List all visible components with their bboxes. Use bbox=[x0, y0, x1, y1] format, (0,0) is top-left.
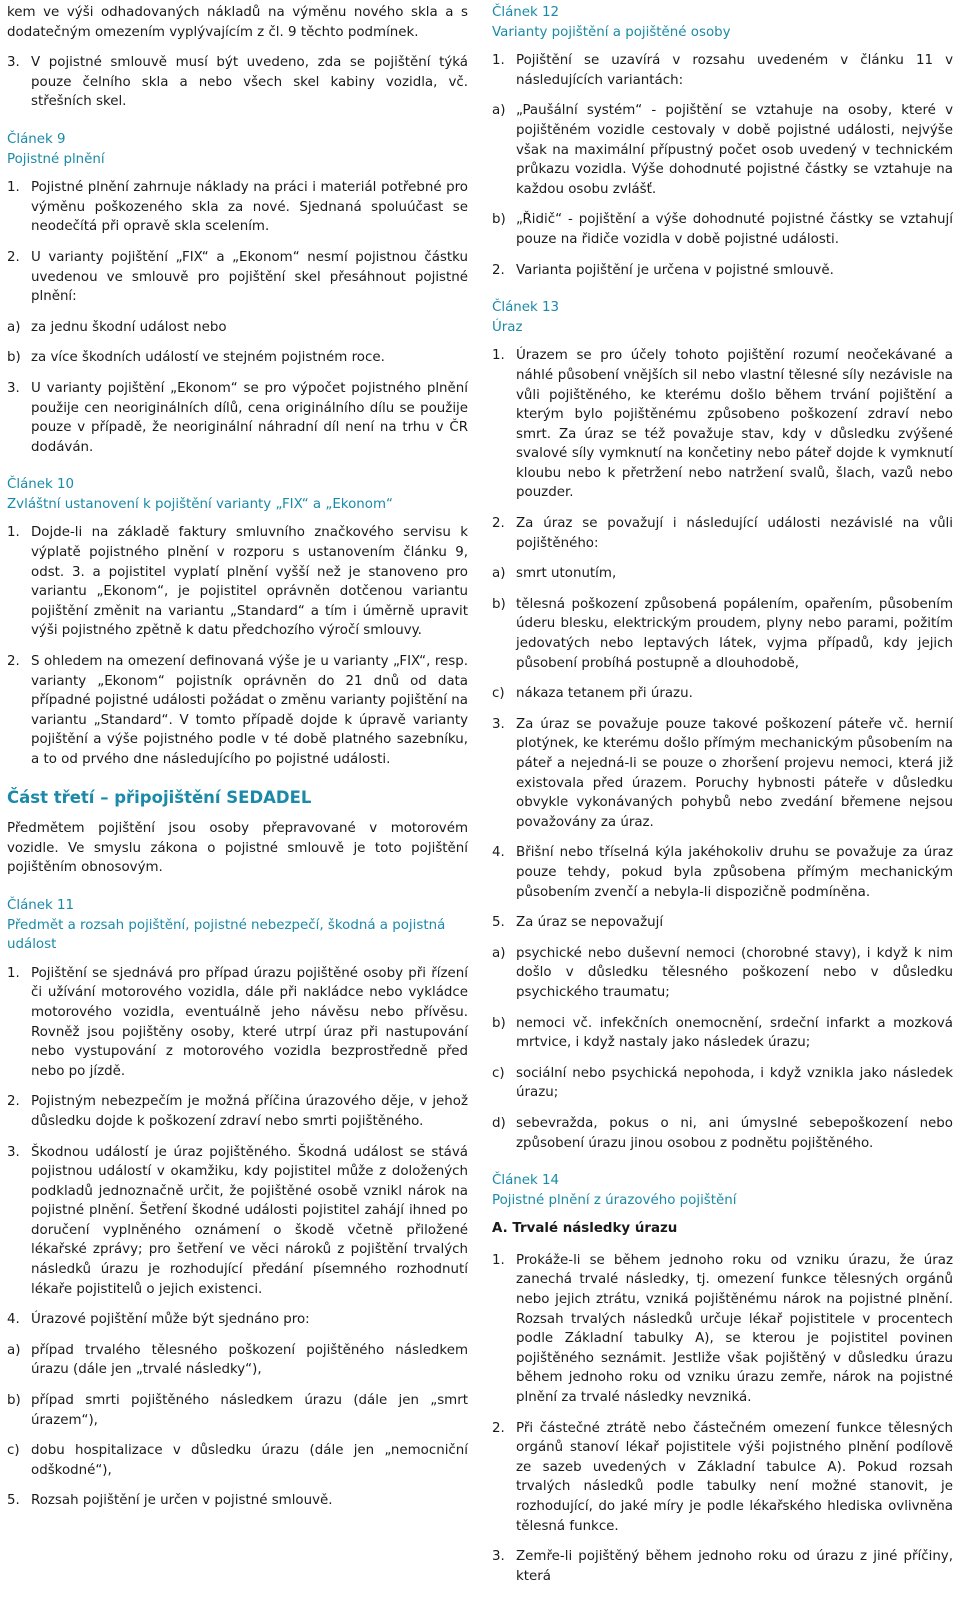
item-text: Úrazem se pro účely tohoto pojištění rozumí neočekávané a náhlé působení vnějších sil nebo vlastní tělesné síly nezávisle na vůli pojištěného, ke kterému došlo během trvání pojištění a kterým bylo pojištěnému způsobeno poškození zdraví nebo smrt. Za úraz se též považuje stav, kdy v důsledku zvýšené svalové síly vymknutí na končetiny nebo páteř dojde k vymknutí kloubu nebo k přetržení nebo natržení svalů, šlach, vazů nebo pouzder. bbox=[516, 348, 953, 501]
item-text: případ trvalého tělesného poškození pojištěného následkem úrazu (dále jen „trvalé následky“), bbox=[31, 1342, 468, 1378]
item-text: Za úraz se považují i následující události nezávislé na vůli pojištěného: bbox=[516, 516, 953, 551]
item-text: sociální nebo psychická nepohoda, i když vznikla jako následek úrazu; bbox=[516, 1065, 953, 1101]
item-text: Při částečné ztrátě nebo částečném omezení funkce tělesných orgánů stanoví lékař pojistitele výši pojistného plnění podílově ze sazeb uvedených v Základní tabulce A). Pokud rozsah trvalých následků podle tabulky není možné stanovit, je rozhodující, do jaké míry je podle lékařského hlediska ovlivněna tělesná funkce. bbox=[516, 1420, 953, 1534]
section-number: Článek 12 bbox=[492, 5, 560, 20]
list-item bbox=[7, 1092, 468, 1131]
item-text: dobu hospitalizace v důsledku úrazu (dále jen „nemocniční odškodné“), bbox=[31, 1443, 468, 1478]
list-item bbox=[7, 348, 468, 368]
item-marker: 1. bbox=[7, 965, 20, 981]
item-text: smrt utonutím, bbox=[516, 566, 617, 582]
list-item bbox=[492, 715, 953, 833]
list-item bbox=[492, 1419, 953, 1537]
section-heading-clanek-12 bbox=[492, 3, 953, 42]
item-text: Břišní nebo tříselná kýla jakéhokoliv druhu se považuje za úraz pouze tehdy, pokud byla způsobena přímým mechanickým působením zvenčí a nebyla-li dispozičně podmíněna. bbox=[516, 845, 953, 900]
list-item bbox=[492, 210, 953, 249]
item-text: za jednu škodní událost nebo bbox=[31, 319, 227, 335]
item-text: Za úraz se považuje pouze takové poškození páteře vč. hernií plotýnek, ke kterému došlo přímým mechanickým působením na páteř a nejedná-li se pouze o zhoršení projevu nemoci, která již existovala před úrazem. Poruchy hybnosti páteře v důsledku obvykle vykonávaných pohybů nebo zvedání břemene nejsou považovány za úraz. bbox=[516, 716, 953, 830]
list-item bbox=[7, 652, 468, 770]
item-marker: 2. bbox=[492, 1420, 505, 1436]
item-text: Pojištění se uzavírá v rozsahu uvedeném v článku 11 v následujících variantách: bbox=[516, 53, 953, 88]
item-marker: a) bbox=[492, 566, 506, 582]
list-item bbox=[7, 1441, 468, 1480]
list-item bbox=[492, 913, 953, 933]
section-heading-clanek-13 bbox=[492, 298, 953, 337]
list-item bbox=[7, 318, 468, 338]
item-text: U varianty pojištění „Ekonom“ se pro výpočet pojistného plnění použije cen neoriginálních dílů, cena originálního dílu se použije pouze v případě, že neoriginální náhradní díl není na trhu v ČR dodáván. bbox=[31, 380, 468, 455]
item-text: nákaza tetanem při úrazu. bbox=[516, 686, 693, 702]
item-marker: a) bbox=[492, 103, 506, 119]
item-marker: 2. bbox=[7, 1094, 20, 1110]
item-marker: b) bbox=[492, 1015, 506, 1031]
item-marker: 3. bbox=[7, 55, 20, 71]
item-marker: 3. bbox=[492, 716, 505, 732]
item-marker: 2. bbox=[492, 262, 505, 278]
section-title: Varianty pojištění a pojištěné osoby bbox=[492, 24, 731, 40]
item-text: Prokáže-li se během jednoho roku od vzniku úrazu, že úraz zanechá trvalé následky, tj. omezení funkce tělesných orgánů nebo jejich ztrátu, vzniká pojištěnému nárok na pojistné plnění. Rozsah trvalých následků určuje lékař pojistitele v procentech podle Základní tabulky A), se kterou je pojistitel povinen pojištěného seznámit. Jestliže však pojištěný v důsledku úrazu během jednoho roku od vzniku úrazu zemře, nárok na pojistné plnění za trvalé následky nevzniká. bbox=[516, 1252, 953, 1406]
list-item bbox=[492, 1251, 953, 1408]
list-item bbox=[7, 523, 468, 641]
section-number: Článek 14 bbox=[492, 1173, 560, 1189]
list-item bbox=[7, 1391, 468, 1430]
list-item bbox=[7, 1341, 468, 1380]
item-marker: 1. bbox=[492, 348, 505, 364]
item-text: za více škodních událostí ve stejném pojistném roce. bbox=[31, 350, 385, 366]
item-marker: 3. bbox=[7, 380, 20, 396]
item-text: U varianty pojištění „FIX“ a „Ekonom“ nesmí pojistnou částku uvedenou ve smlouvě pro pojištění skel přesáhnout pojistné plnění: bbox=[31, 249, 468, 305]
item-marker: 5. bbox=[7, 1493, 20, 1509]
item-marker: 1. bbox=[7, 525, 20, 541]
section-title: Předmět a rozsah pojištění, pojistné nebezpečí, škodná a pojistná událost bbox=[7, 917, 446, 953]
item-marker: a) bbox=[7, 319, 21, 335]
item-text: V pojistné smlouvě musí být uvedeno, zda se pojištění týká pouze čelního skla a nebo všech skel kabiny vozidla, vč. střešních skel. bbox=[31, 55, 468, 110]
item-text: sebevražda, pokus o ni, ani úmyslné sebepoškození nebo způsobení úrazu jinou osobou z podnětu pojištěného. bbox=[516, 1115, 953, 1151]
list-item bbox=[492, 1114, 953, 1153]
list-item bbox=[492, 51, 953, 90]
item-text: „Řidič“ - pojištění a výše dohodnuté pojistné částky se vztahují pouze na řidiče vozidla v době pojistné události. bbox=[516, 212, 953, 247]
item-text: Pojistné plnění zahrnuje náklady na práci i materiál potřebné pro výměnu poškozeného skla za nové. Sjednaná spoluúčast se neodečítá při opravě skla scelením. bbox=[31, 180, 468, 235]
item-text: Úrazové pojištění může být sjednáno pro: bbox=[31, 1312, 310, 1328]
item-marker: a) bbox=[7, 1342, 21, 1358]
paragraph: kem ve výši odhadovaných nákladů na výměnu nového skla a s dodatečným omezením vyplývajícím z čl. 9 těchto podmínek. bbox=[7, 5, 468, 40]
item-marker: d) bbox=[492, 1115, 506, 1131]
list-item bbox=[7, 248, 468, 307]
item-text: Pojištění se sjednává pro případ úrazu pojištěné osoby při řízení či užívání motorového vozidla, dále při nakládce nebo vykládce motorového vozidla, eventuálně jeho návěsu nebo přívěsu. Rovněž jsou pojištěny osoby, které utrpí úraz při nastupování nebo vystupování z motorového vozidla bezprostředně před nebo po jízdě. bbox=[31, 965, 468, 1079]
section-number: Článek 10 bbox=[7, 477, 75, 493]
item-marker: 1. bbox=[7, 180, 20, 196]
item-marker: 2. bbox=[7, 249, 20, 265]
section-title: Úraz bbox=[492, 319, 523, 335]
section-heading-clanek-11 bbox=[7, 896, 468, 955]
section-title: Pojistné plnění z úrazového pojištění bbox=[492, 1192, 737, 1208]
item-text: Škodnou událostí je úraz pojištěného. Škodná událost se stává pojistnou událostí v okamžiku, kdy pojistitel může z doložených podkladů jednoznačně určit, že pojištěné osobě vznikl nárok na pojistné plnění. Šetření škodné události pojistitel zahájí ihned po doručení vyplněného oznámení o škodě včetně přiložené lékařské zprávy; pro šetření ve věci nároků z pojištění trvalých následků úrazu je rozhodující předání písemného rozhodnutí lékaře pojistitelů o jejich existenci. bbox=[31, 1144, 468, 1297]
list-item bbox=[492, 514, 953, 553]
list-item bbox=[7, 379, 468, 457]
item-text: „Paušální systém“ - pojištění se vztahuje na osoby, které v pojištěném vozidle cestovaly v době pojistné události, nejvýše však na maximální přípustný počet osob uvedený v technickém průkazu vozidla. Výše dohodnuté pojistné částky se vztahuje na každou osobu zvlášť. bbox=[516, 103, 953, 197]
item-marker: 4. bbox=[492, 845, 505, 861]
item-marker: 4. bbox=[7, 1312, 20, 1328]
section-title: Pojistné plnění bbox=[7, 151, 105, 167]
item-marker: 3. bbox=[7, 1144, 20, 1160]
list-item bbox=[492, 261, 953, 281]
item-text: Za úraz se nepovažují bbox=[516, 915, 664, 931]
list-item bbox=[7, 178, 468, 237]
item-marker: b) bbox=[7, 1393, 21, 1409]
left-column bbox=[7, 3, 468, 1522]
item-marker: 1. bbox=[492, 53, 505, 69]
list-item bbox=[7, 53, 468, 112]
subsection-heading: A. Trvalé následky úrazu bbox=[492, 1221, 678, 1237]
item-text: případ smrti pojištěného následkem úrazu (dále jen „smrt úrazem“), bbox=[31, 1393, 468, 1428]
item-marker: 1. bbox=[492, 1252, 505, 1268]
item-marker: c) bbox=[492, 686, 505, 702]
section-heading-clanek-14 bbox=[492, 1171, 953, 1210]
list-item bbox=[492, 346, 953, 503]
list-item bbox=[7, 1310, 468, 1330]
item-text: Rozsah pojištění je určen v pojistné smlouvě. bbox=[31, 1493, 333, 1509]
item-text: nemoci vč. infekčních onemocnění, srdeční infarkt a mozková mrtvice, i když nastaly jako následek úrazu; bbox=[516, 1015, 953, 1051]
list-item bbox=[492, 944, 953, 1003]
list-item bbox=[492, 843, 953, 902]
item-text: Zemře-li pojištěný během jednoho roku od úrazu z jiné příčiny, která bbox=[516, 1549, 953, 1584]
list-item bbox=[492, 1547, 953, 1586]
item-marker: 2. bbox=[7, 654, 20, 670]
item-marker: 3. bbox=[492, 1549, 505, 1565]
list-item bbox=[492, 564, 953, 584]
item-text: Dojde-li na základě faktury smluvního značkového servisu k výplatě pojistného plnění v rozporu s ustanovením článku 9, odst. 3. a pojistitel vyplatí plnění vyšší než je stanoveno pro variantu „Ekonom“, je pojistitel oprávněn dotčenou variantu pojištění změnit na variantu „Standard“ a tím i úměrně upravit výši pojistného zpětně k datu předchozího výročí smlouvy. bbox=[31, 525, 468, 639]
list-item bbox=[7, 964, 468, 1082]
item-marker: a) bbox=[492, 945, 506, 961]
item-text: Pojistným nebezpečím je možná příčina úrazového děje, v jehož důsledku dojde k poškození zdraví nebo smrti pojištěného. bbox=[31, 1094, 468, 1129]
list-item bbox=[7, 1491, 468, 1511]
item-marker: b) bbox=[7, 350, 21, 366]
list-item bbox=[492, 684, 953, 704]
item-marker: c) bbox=[7, 1443, 20, 1459]
section-heading-clanek-9 bbox=[7, 130, 468, 169]
item-marker: b) bbox=[492, 596, 506, 612]
right-column bbox=[492, 3, 953, 1597]
part-heading: Část třetí – připojištění SEDADEL bbox=[7, 787, 312, 807]
section-number: Článek 11 bbox=[7, 897, 75, 913]
item-text: S ohledem na omezení definovaná výše je u varianty „FIX“, resp. varianty „Ekonom“ pojistník oprávněn do 21 dnů od data případné pojistné události požádat o změnu varianty pojištění na variantu „Standard“. V tomto případě dojde k úpravě varianty pojištění a výše pojistného podle v té době platného sazebníku, a to od prvého dne následujícího po pojistné události. bbox=[31, 654, 468, 767]
list-item bbox=[492, 595, 953, 673]
item-text: Varianta pojištění je určena v pojistné smlouvě. bbox=[516, 262, 834, 278]
list-item bbox=[7, 1143, 468, 1300]
item-marker: 2. bbox=[492, 516, 505, 532]
section-heading-clanek-10 bbox=[7, 475, 468, 514]
list-item bbox=[492, 1014, 953, 1053]
list-item bbox=[492, 1064, 953, 1103]
list-item bbox=[492, 101, 953, 199]
item-marker: 5. bbox=[492, 915, 505, 931]
paragraph: Předmětem pojištění jsou osoby přepravované v motorovém vozidle. Ve smyslu zákona o pojistné smlouvě je toto pojištění pojištěním obnosovým. bbox=[7, 821, 468, 876]
section-number: Článek 13 bbox=[492, 300, 560, 316]
item-marker: b) bbox=[492, 212, 506, 228]
item-text: psychické nebo duševní nemoci (chorobné stavy), i když k nim došlo v důsledku tělesného poškození nebo v důsledku psychického traumatu; bbox=[516, 945, 953, 1000]
section-number: Článek 9 bbox=[7, 131, 66, 147]
section-title: Zvláštní ustanovení k pojištění varianty „FIX“ a „Ekonom“ bbox=[7, 496, 393, 512]
item-text: tělesná poškození způsobená popálením, opařením, působením úderu blesku, elektrickým proudem, plyny nebo parami, požitím jedovatých nebo leptavých látek, vyjma případů, kdy jejich působení probíhá postupně a dlouhodobě, bbox=[516, 596, 953, 671]
item-marker: c) bbox=[492, 1065, 505, 1081]
